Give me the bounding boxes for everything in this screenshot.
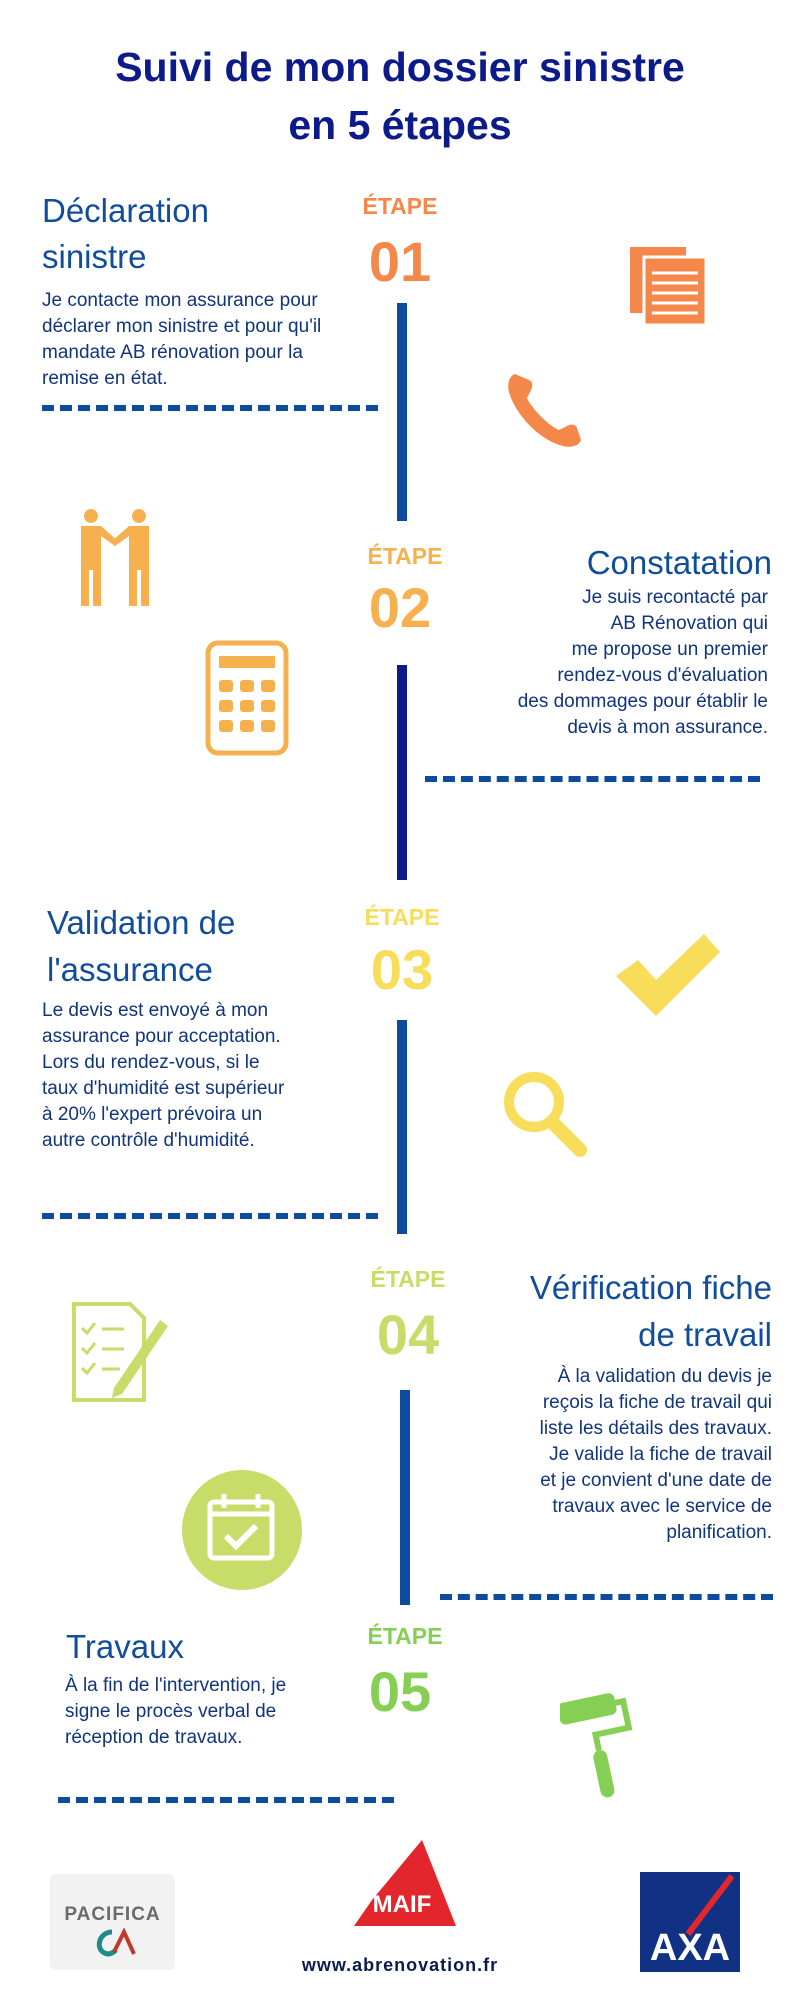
dashed-divider — [425, 776, 760, 782]
step-4-text — [440, 1364, 772, 1546]
step-5-text-line: réception de travaux. — [65, 1727, 243, 1748]
pacifica-logo-text: PACIFICA — [64, 1904, 161, 1925]
step-3-text-line: assurance pour acceptation. — [42, 1026, 281, 1047]
dashed-divider — [440, 1594, 773, 1600]
step-1-text-line: remise en état. — [42, 368, 168, 389]
step-2-text-line: devis à mon assurance. — [567, 717, 768, 738]
step-4-title-line-1: Vérification fiche — [529, 1269, 772, 1306]
step-1-text-line: Je contacte mon assurance pour — [42, 290, 318, 311]
step-3-number: 03 — [370, 938, 434, 1001]
step-2-text-line: rendez-vous d'évaluation — [557, 665, 768, 686]
step-5-text-line: signe le procès verbal de — [65, 1701, 277, 1722]
step-3-title-line-2: l'assurance — [47, 951, 213, 988]
step-5-title: Travaux — [66, 1628, 184, 1665]
step-1-etape-label: ÉTAPE — [362, 193, 438, 219]
checkmark-icon — [612, 930, 724, 1020]
phone-icon — [505, 368, 587, 450]
timeline-segment — [397, 1020, 407, 1234]
calendar-icon — [182, 1470, 302, 1590]
step-4-etape-label: ÉTAPE — [370, 1266, 446, 1292]
step-4-text-line: reçois la fiche de travail qui — [542, 1392, 772, 1413]
step-2-text-line: me propose un premier — [571, 639, 768, 660]
timeline-segment — [397, 303, 407, 521]
website-link[interactable]: www.abrenovation.fr — [301, 1955, 499, 1975]
step-1-title-line-2: sinistre — [42, 238, 147, 275]
step-4-text-line: et je convient d'une date de — [540, 1470, 772, 1491]
step-2-text-line: AB Rénovation qui — [610, 613, 768, 634]
dashed-divider — [58, 1797, 394, 1803]
step-5-text — [65, 1673, 365, 1751]
step-5-text-line: À la fin de l'intervention, je — [65, 1675, 287, 1696]
handshake-icon — [75, 508, 155, 606]
page-title-line-1: Suivi de mon dossier sinistre — [115, 44, 685, 90]
step-3-text-line: autre contrôle d'humidité. — [42, 1130, 255, 1151]
step-3-text-line: Lors du rendez-vous, si le — [42, 1052, 260, 1073]
step-2-number: 02 — [368, 576, 432, 639]
credit-agricole-symbol-icon — [90, 1928, 136, 1958]
step-2-text — [440, 585, 768, 741]
maif-logo — [352, 1838, 458, 1930]
step-3-text-line: taux d'humidité est supérieur — [42, 1078, 285, 1099]
step-3-title-line-1: Validation de — [47, 904, 236, 941]
dashed-divider — [42, 405, 378, 411]
step-2-etape-label: ÉTAPE — [367, 543, 443, 569]
step-4-text-line: À la validation du devis je — [557, 1366, 772, 1387]
timeline-segment — [397, 665, 407, 880]
step-4-text-line: travaux avec le service de — [552, 1496, 772, 1517]
maif-logo-text: MAIF — [372, 1891, 432, 1918]
step-4-text-line: liste les détails des travaux. — [539, 1418, 772, 1439]
step-4-text-line: planification. — [666, 1522, 772, 1543]
step-4-number: 04 — [376, 1303, 440, 1366]
step-3-text — [42, 998, 372, 1154]
step-3-text-line: Le devis est envoyé à mon — [42, 1000, 269, 1021]
step-2-text-line: des dommages pour établir le — [517, 691, 768, 712]
timeline-segment — [400, 1390, 410, 1605]
step-1-text — [42, 288, 372, 392]
step-3-text-line: à 20% l'expert prévoira un — [42, 1104, 263, 1125]
dashed-divider — [42, 1213, 378, 1219]
step-1-title-line-1: Déclaration — [42, 192, 209, 229]
calculator-icon — [205, 640, 289, 756]
step-1-number: 01 — [368, 230, 432, 293]
step-5-etape-label: ÉTAPE — [367, 1623, 443, 1649]
step-1-text-line: mandate AB rénovation pour la — [42, 342, 303, 363]
paint-roller-icon — [560, 1690, 640, 1802]
documents-icon — [628, 245, 712, 329]
step-2-title: Constatation — [586, 544, 772, 581]
page-title-line-2: en 5 étapes — [288, 102, 512, 148]
axa-logo-text: AXA — [649, 1927, 731, 1969]
checklist-icon — [68, 1300, 172, 1404]
step-4-title-line-2: de travail — [638, 1316, 772, 1353]
step-3-etape-label: ÉTAPE — [364, 904, 440, 930]
step-2-text-line: Je suis recontacté par — [582, 587, 768, 608]
step-1-text-line: déclarer mon sinistre et pour qu'il — [42, 316, 322, 337]
step-4-text-line: Je valide la fiche de travail — [549, 1444, 772, 1465]
step-5-number: 05 — [368, 1660, 432, 1723]
magnifier-icon — [500, 1068, 590, 1160]
